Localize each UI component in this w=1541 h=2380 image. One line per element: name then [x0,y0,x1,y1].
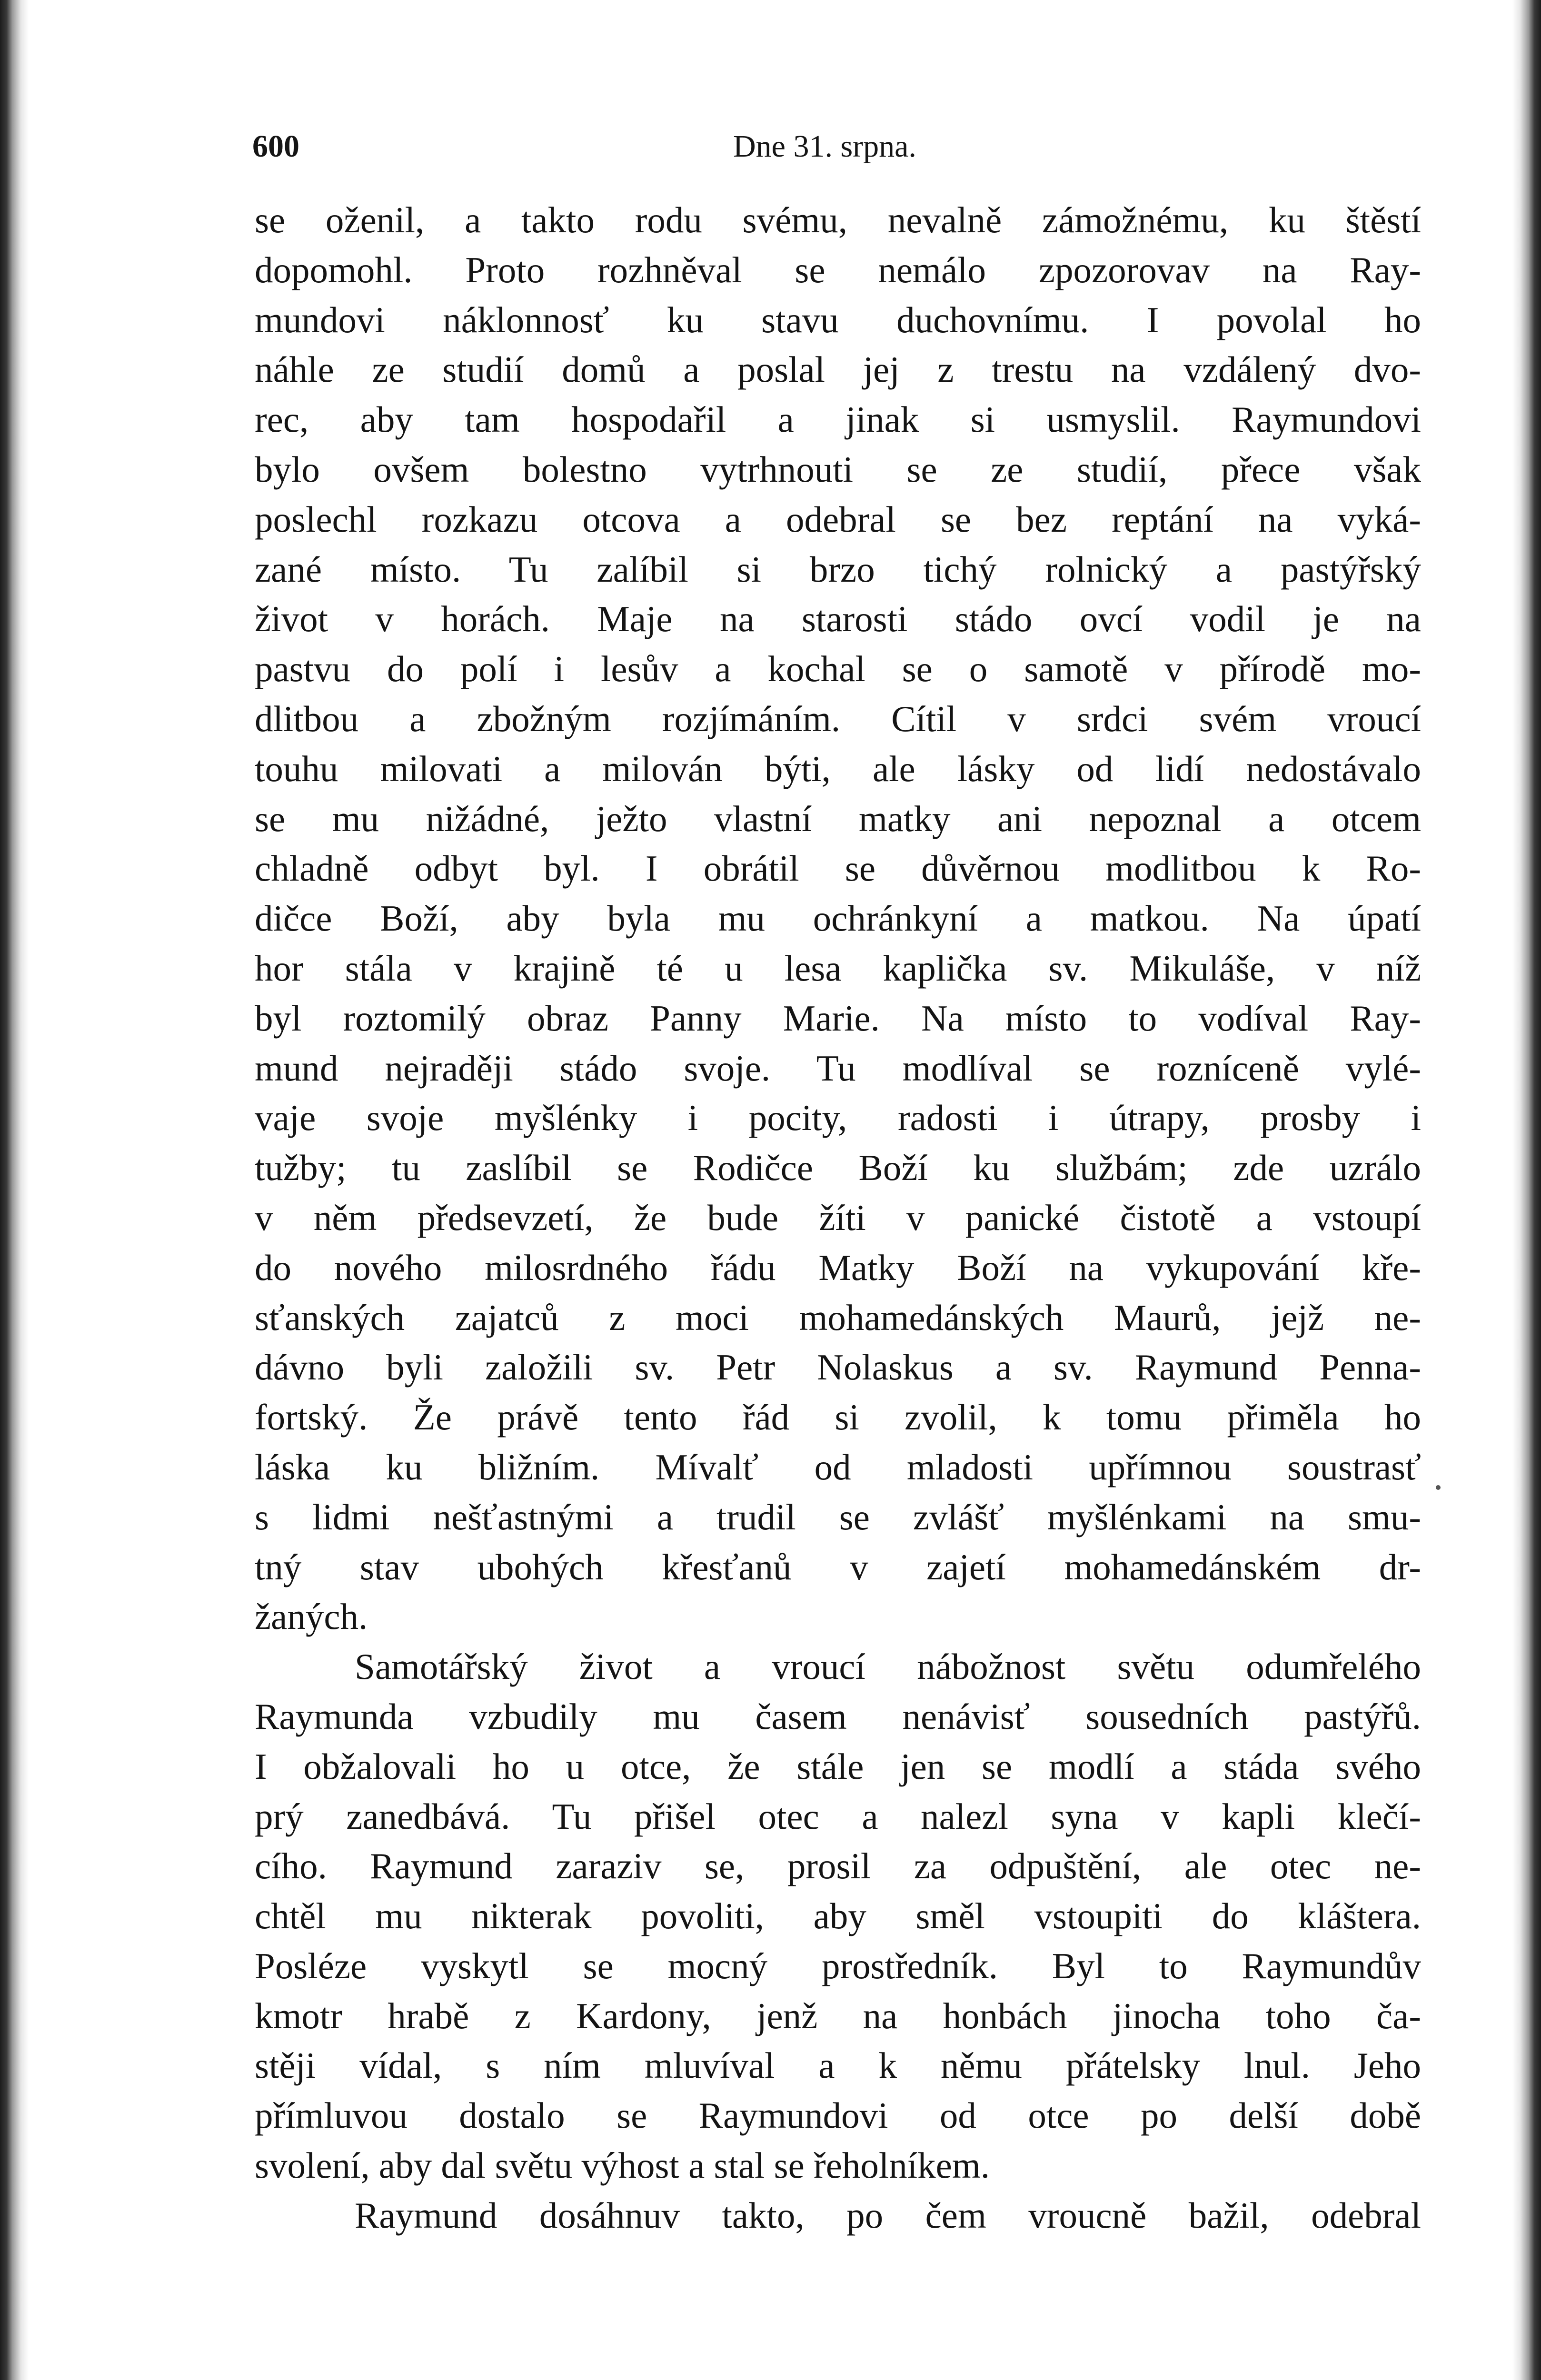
text-line: sťanských zajatců z moci mohamedánských Maurů, jejž ne- [255,1297,1421,1338]
page-number: 600 [252,129,299,164]
text-line: stěji vídal, s ním mluvíval a k němu přátelsky lnul. Jeho [255,2045,1421,2086]
text-line: Raymunda vzbudily mu časem nenávisť sousedních pastýřů. [255,1696,1421,1737]
text-line: tný stav ubohých křesťanů v zajetí mohamedánském dr- [255,1546,1421,1587]
page-header [252,129,990,181]
text-line: se mu nižádné, ježto vlastní matky ani nepoznal a otcem [255,798,1421,839]
text-line: náhle ze studií domů a poslal jej z trestu na vzdálený dvo- [255,349,1421,390]
text-line: přímluvou dostalo se Raymundovi od otce po delší době [255,2095,1421,2136]
print-speck [1436,1485,1441,1490]
text-line: hor stála v krajině té u lesa kaplička sv. Mikuláše, v níž [255,947,1421,989]
text-line: se oženil, a takto rodu svému, nevalně zámožnému, ku štěstí [255,199,1421,240]
left-page-edge-shadow [0,0,29,2380]
text-line: tužby; tu zaslíbil se Rodičce Boží ku službám; zde uzrálo [255,1147,1421,1189]
running-title: Dne 31. srpna. [733,129,916,164]
text-line: I obžalovali ho u otce, že stále jen se modlí a stáda svého [255,1745,1421,1787]
body-text [255,195,1421,2241]
paragraph-start-line: Raymund dosáhnuv takto, po čem vroucně bažil, odebral [355,2194,1421,2236]
text-line: chtěl mu nikterak povoliti, aby směl vstoupiti do kláštera. [255,1895,1421,1937]
text-line: kmotr hrabě z Kardony, jenž na honbách jinocha toho ča- [255,1995,1421,2036]
text-line: poslechl rozkazu otcova a odebral se bez reptání na vyká- [255,498,1421,540]
paragraph-end-line: žaných. [255,1596,368,1637]
text-line: Posléze vyskytl se mocný prostředník. Byl to Raymundův [255,1945,1421,1986]
text-line: dičce Boží, aby byla mu ochránkyní a matkou. Na úpatí [255,898,1421,939]
text-line: zané místo. Tu zalíbil si brzo tichý rolnický a pastýřský [255,548,1421,590]
text-line: mundovi náklonnosť ku stavu duchovnímu. I povolal ho [255,299,1421,340]
text-line: prý zanedbává. Tu přišel otec a nalezl syna v kapli klečí- [255,1795,1421,1837]
text-line: byl roztomilý obraz Panny Marie. Na místo to vodíval Ray- [255,997,1421,1039]
text-line: chladně odbyt byl. I obrátil se důvěrnou modlitbou k Ro- [255,848,1421,889]
text-line: život v horách. Maje na starosti stádo ovcí vodil je na [255,598,1421,640]
right-page-edge-shadow [1512,0,1541,2380]
paragraph-start-line: Samotářský život a vroucí nábožnost světu odumřelého [355,1646,1421,1687]
text-line: láska ku bližním. Mívalť od mladosti upřímnou soustrasť [255,1446,1421,1488]
paragraph-end-line: svolení, aby dal světu výhost a stal se řeholníkem. [255,2145,990,2186]
text-line: dlitbou a zbožným rozjímáním. Cítil v srdci svém vroucí [255,698,1421,739]
text-line: pastvu do polí i lesův a kochal se o samotě v přírodě mo- [255,648,1421,690]
text-line: cího. Raymund zaraziv se, prosil za odpuštění, ale otec ne- [255,1845,1421,1887]
text-line: dávno byli založili sv. Petr Nolaskus a sv. Raymund Penna- [255,1347,1421,1388]
text-line: v něm předsevzetí, že bude žíti v panické čistotě a vstoupí [255,1197,1421,1238]
text-line: touhu milovati a milován býti, ale lásky od lidí nedostávalo [255,748,1421,789]
text-line: fortský. Že právě tento řád si zvolil, k tomu přiměla ho [255,1397,1421,1438]
text-line: do nového milosrdného řádu Matky Boží na vykupování kře- [255,1247,1421,1288]
text-line: rec, aby tam hospodařil a jinak si usmyslil. Raymundovi [255,399,1421,440]
text-line: dopomohl. Proto rozhněval se nemálo zpozorovav na Ray- [255,249,1421,290]
text-line: mund nejraději stádo svoje. Tu modlíval se rozníceně vylé- [255,1047,1421,1089]
text-line: vaje svoje myšlénky i pocity, radosti i útrapy, prosby i [255,1097,1421,1139]
text-line: bylo ovšem bolestno vytrhnouti se ze studií, přece však [255,448,1421,490]
text-line: s lidmi nešťastnými a trudil se zvlášť myšlénkami na smu- [255,1496,1421,1537]
